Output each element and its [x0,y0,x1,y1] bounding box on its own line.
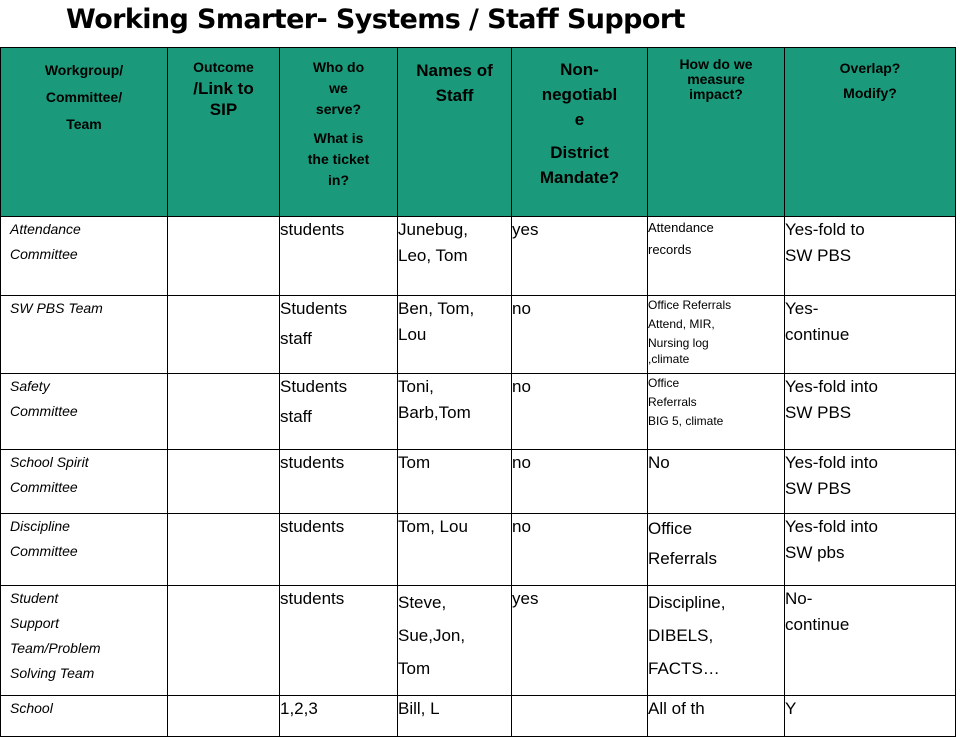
workgroup-cell: Discipline Committee [1,514,168,586]
table-row [1,217,956,296]
table-row [1,296,956,374]
names-cell: Bill, L [398,696,512,737]
overlap-cell: Yes-fold into SW PBS [785,374,956,450]
header-workgroup: Workgroup/ Committee/ Team [1,48,168,217]
outcome-cell [168,450,280,514]
header-who-serve: Who do we serve? What is the ticket in? [280,48,398,217]
impact-cell: Attendance records [648,217,785,296]
overlap-cell: Yes-fold into SW PBS [785,450,956,514]
impact-cell: No [648,450,785,514]
table-row [1,586,956,696]
header-outcome: Outcome /Link to SIP [168,48,280,217]
mandate-cell: no [512,374,648,450]
names-cell: Steve, Sue,Jon, Tom [398,586,512,696]
page-title: Working Smarter- Systems / Staff Support [66,4,685,35]
outcome-cell [168,217,280,296]
overlap-cell: Yes-fold to SW PBS [785,217,956,296]
serve-cell: Students staff [280,374,398,450]
mandate-cell: no [512,450,648,514]
workgroup-cell: School [1,696,168,737]
impact-cell: Office Referrals Attend, MIR, Nursing log ,climate [648,296,785,374]
impact-cell: Office Referrals BIG 5, climate [648,374,785,450]
mandate-cell: yes [512,217,648,296]
table-row [1,514,956,586]
workgroup-cell: Student Support Team/Problem Solving Team [1,586,168,696]
names-cell: Toni, Barb,Tom [398,374,512,450]
staff-support-table [0,47,956,737]
mandate-cell: no [512,296,648,374]
outcome-cell [168,374,280,450]
impact-cell: All of th [648,696,785,737]
impact-cell: Office Referrals [648,514,785,586]
header-row [1,48,956,217]
header-measure-impact: How do we measure impact? [648,48,785,217]
serve-cell: 1,2,3 [280,696,398,737]
table-row [1,696,956,737]
names-cell: Junebug, Leo, Tom [398,217,512,296]
workgroup-cell: School Spirit Committee [1,450,168,514]
serve-cell: students [280,217,398,296]
names-cell: Tom, Lou [398,514,512,586]
header-mandate: Non- negotiabl e District Mandate? [512,48,648,217]
workgroup-cell: Safety Committee [1,374,168,450]
overlap-cell: Yes-fold into SW pbs [785,514,956,586]
mandate-cell: yes [512,586,648,696]
overlap-cell: Yes- continue [785,296,956,374]
outcome-cell [168,514,280,586]
table-row [1,374,956,450]
table-row [1,450,956,514]
overlap-cell: Y [785,696,956,737]
outcome-cell [168,696,280,737]
mandate-cell [512,696,648,737]
names-cell: Ben, Tom, Lou [398,296,512,374]
serve-cell: Students staff [280,296,398,374]
serve-cell: students [280,514,398,586]
mandate-cell: no [512,514,648,586]
serve-cell: students [280,450,398,514]
outcome-cell [168,296,280,374]
impact-cell: Discipline, DIBELS, FACTS… [648,586,785,696]
overlap-cell: No- continue [785,586,956,696]
workgroup-cell: SW PBS Team [1,296,168,374]
outcome-cell [168,586,280,696]
serve-cell: students [280,586,398,696]
header-overlap: Overlap? Modify? [785,48,956,217]
names-cell: Tom [398,450,512,514]
workgroup-cell: Attendance Committee [1,217,168,296]
header-names: Names of Staff [398,48,512,217]
